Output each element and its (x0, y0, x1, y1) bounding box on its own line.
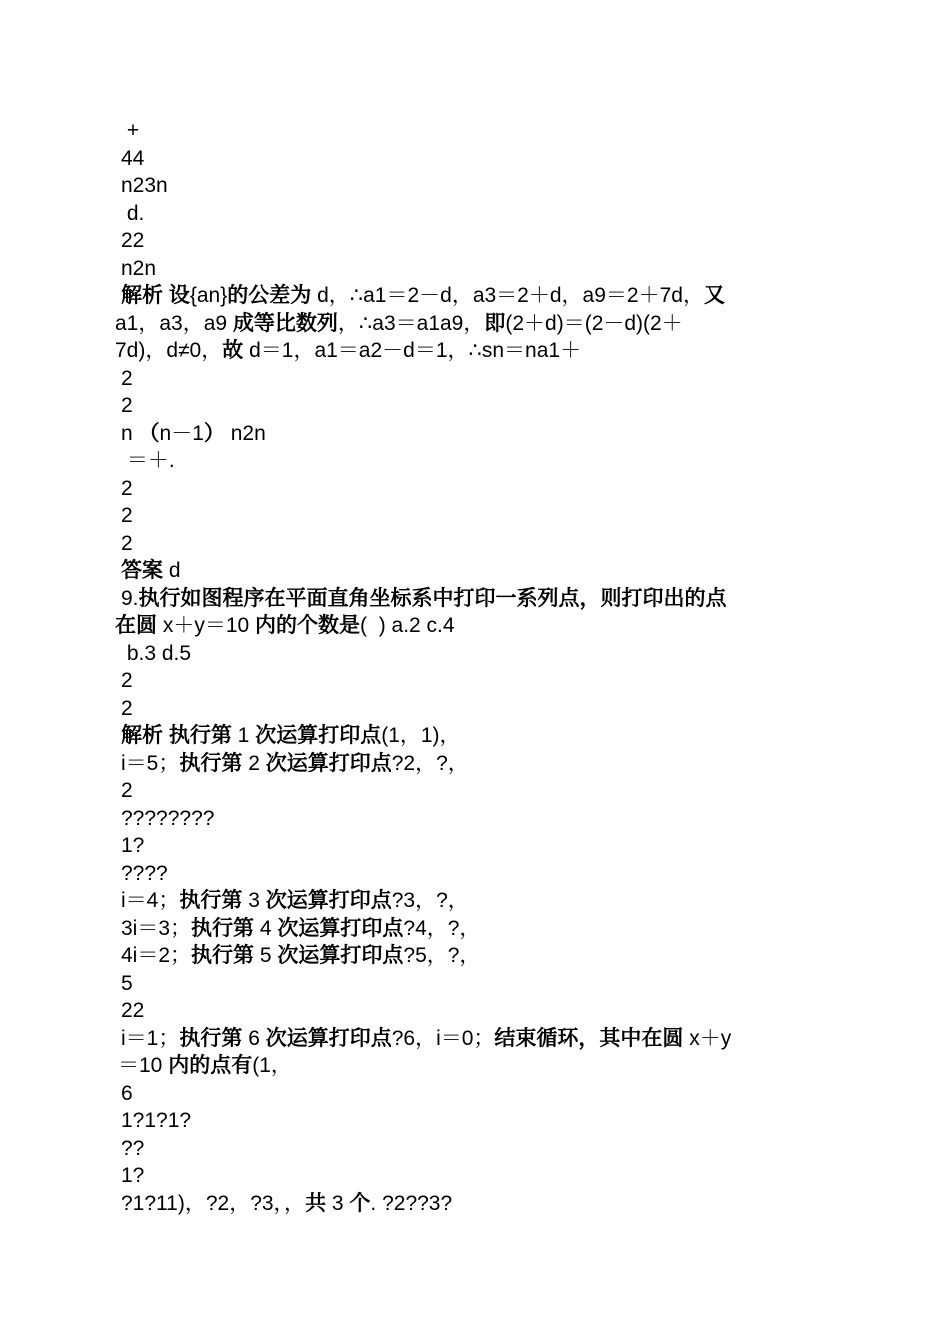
text-line (121, 915, 480, 942)
text-run: 1 (231, 724, 256, 747)
text-line (121, 585, 727, 612)
bold-text: ） (203, 422, 225, 445)
text-run: 2 (121, 779, 133, 802)
text-line (121, 722, 461, 749)
bold-text: 内的点有 (168, 1054, 253, 1077)
text-run: 4 (254, 917, 278, 940)
text-line (121, 365, 133, 392)
bold-text: （ (138, 422, 160, 445)
text-run: n23n (121, 174, 168, 197)
bold-text: 次运算打印点 (255, 724, 382, 747)
bold-text: 解析 执行第 (121, 724, 232, 747)
bold-text: 次运算打印点 (265, 889, 392, 912)
text-line (121, 667, 133, 694)
text-run: i＝4； (121, 889, 180, 912)
bold-text: 个 (349, 1192, 371, 1215)
text-run: 44 (121, 147, 145, 170)
text-run: (1， (252, 1054, 292, 1077)
text-run: d (163, 559, 181, 582)
text-run: 4i＝2； (121, 944, 192, 967)
bold-text: 执行如图程序在平面直角坐标系中打印一系列点，则打印出的点 (138, 587, 727, 610)
text-line (118, 1052, 292, 1079)
text-line (121, 392, 133, 419)
text-line (121, 997, 144, 1024)
text-run: 2 (121, 532, 133, 555)
bold-text: 的公差为 (227, 284, 312, 307)
text-run: ???? (121, 862, 168, 885)
text-run: 1? (121, 834, 145, 857)
text-run: 2 (121, 504, 133, 527)
text-run: (2＋d)＝(2－d)(2＋ (505, 312, 683, 335)
text-line (121, 145, 144, 172)
text-run: 2 (121, 697, 133, 720)
text-run: d. (121, 202, 145, 225)
text-run: 9. (121, 587, 139, 610)
text-line (121, 530, 133, 557)
text-run: ?1?11)，?2，?3，， (121, 1192, 306, 1215)
text-run: 2 (121, 669, 133, 692)
text-run: d，∴a1＝2－d，a3＝2＋d，a9＝2＋7d， (311, 284, 704, 307)
text-run: . ?2??3? (370, 1192, 453, 1215)
bold-text: 又 (703, 284, 725, 307)
text-run: ＝10 (118, 1054, 169, 1077)
bold-text: 次运算打印点 (277, 944, 404, 967)
text-run: n2n (224, 422, 266, 445)
text-line (121, 475, 133, 502)
text-line (121, 1107, 191, 1134)
text-run: 5 (254, 944, 278, 967)
bold-text: 共 (305, 1192, 327, 1215)
text-run: {an} (189, 284, 228, 307)
text-line (121, 117, 139, 144)
text-run: 1? (121, 1164, 145, 1187)
text-run: 5 (121, 972, 133, 995)
bold-text: 成等比数列 (232, 312, 338, 335)
text-run: n2n (121, 257, 157, 280)
bold-text: 执行第 (179, 752, 243, 775)
text-run: 6 (242, 1027, 266, 1050)
text-line (121, 255, 156, 282)
bold-text: 次运算打印点 (277, 917, 404, 940)
text-run: ，∴a3＝a1a9， (337, 312, 485, 335)
text-run: i＝5； (121, 752, 180, 775)
text-run: x＋y＝10 (157, 614, 256, 637)
text-run: ?5，?， (403, 944, 481, 967)
bold-text: 结束循环，其中在圆 (494, 1027, 684, 1050)
text-run: 22 (121, 999, 145, 1022)
text-run: 1?1?1? (121, 1109, 192, 1132)
text-line (121, 942, 480, 969)
text-line (121, 887, 469, 914)
text-run: b.3 d.5 (121, 642, 192, 665)
text-run: 3 (242, 889, 266, 912)
text-run: n (121, 422, 139, 445)
bold-text: 执行第 (191, 917, 255, 940)
text-line (121, 1162, 144, 1189)
text-line (121, 282, 725, 309)
text-line (115, 310, 683, 337)
text-run: 6 (121, 1082, 133, 1105)
text-line (121, 777, 133, 804)
text-run: (1，1)， (381, 724, 461, 747)
text-run: ?3，?， (391, 889, 469, 912)
text-line (121, 832, 144, 859)
text-line (121, 1025, 731, 1052)
bold-text: 答案 (121, 559, 163, 582)
bold-text: 执行第 (191, 944, 255, 967)
text-run: ?2，?， (391, 752, 469, 775)
text-run: ?4，?， (403, 917, 481, 940)
text-run: 2 (121, 367, 133, 390)
text-line (115, 337, 581, 364)
text-run: ?? (121, 1137, 145, 1160)
text-run: ???????? (121, 807, 215, 830)
text-line (121, 1190, 452, 1217)
bold-text: 执行第 (179, 1027, 243, 1050)
text-run: 2 (121, 394, 133, 417)
text-run: ＝＋. (121, 449, 175, 472)
bold-text: 次运算打印点 (265, 1027, 392, 1050)
text-line (121, 227, 144, 254)
bold-text: 执行第 (179, 889, 243, 912)
text-run: + (121, 119, 140, 142)
text-line (121, 1080, 133, 1107)
text-line (121, 860, 168, 887)
text-line (121, 420, 266, 447)
text-run: d＝1，a1＝a2－d＝1，∴sn＝na1＋ (243, 339, 582, 362)
text-line (115, 612, 455, 639)
bold-text: 解析 设 (121, 284, 190, 307)
text-line (121, 447, 175, 474)
bold-text: 内的个数是 (255, 614, 361, 637)
text-run: 22 (121, 229, 145, 252)
text-line (121, 557, 181, 584)
text-run: ( ) a.2 c.4 (360, 614, 455, 637)
text-line (121, 970, 133, 997)
text-line (121, 805, 214, 832)
text-line (121, 172, 168, 199)
bold-text: 故 (222, 339, 244, 362)
text-run: 7d)，d≠0， (115, 339, 223, 362)
text-run: 3i＝3； (121, 917, 192, 940)
text-run: i＝1； (121, 1027, 180, 1050)
text-line (121, 200, 144, 227)
text-line (121, 750, 469, 777)
text-run: 2 (121, 477, 133, 500)
text-run: ?6，i＝0； (391, 1027, 495, 1050)
text-line (121, 695, 133, 722)
text-run: n－1 (159, 422, 204, 445)
text-run: 3 (326, 1192, 350, 1215)
text-run: a1，a3，a9 (115, 312, 233, 335)
text-run: 2 (242, 752, 266, 775)
bold-text: 即 (484, 312, 506, 335)
text-line (121, 502, 133, 529)
text-line (121, 1135, 144, 1162)
text-line (121, 640, 191, 667)
text-run: x＋y (683, 1027, 732, 1050)
bold-text: 在圆 (115, 614, 157, 637)
bold-text: 次运算打印点 (265, 752, 392, 775)
